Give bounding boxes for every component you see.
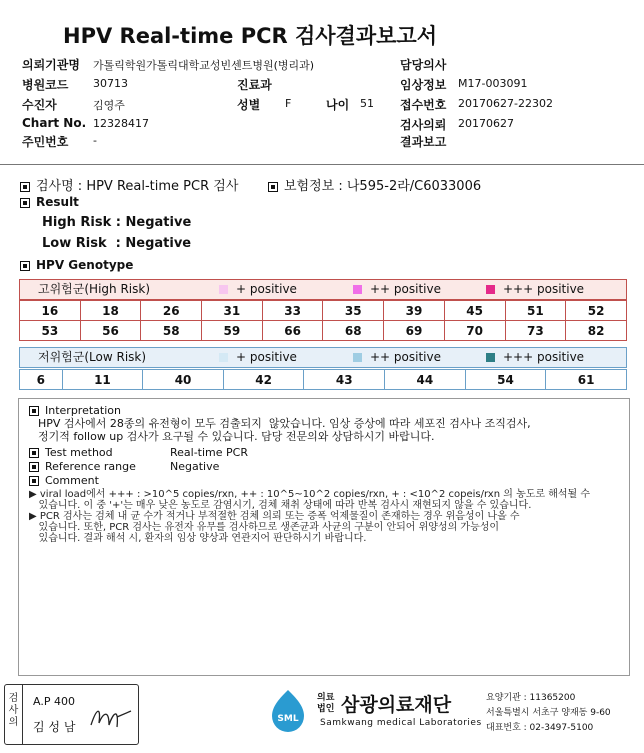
genotype-cell: 31 (202, 301, 263, 321)
high-risk-header (19, 279, 627, 300)
result-heading-row (20, 195, 79, 209)
table-row (20, 301, 627, 321)
institution-value: 가톨릭학원가톨릭대학교성빈센트병원(병리과) (93, 59, 315, 72)
bullet-icon (29, 476, 39, 486)
bullet-icon (20, 261, 30, 271)
doctor-label: 담당의사 (400, 58, 447, 72)
clinical-label: 임상정보 (400, 78, 447, 92)
legend-swatch-icon (353, 353, 362, 362)
method-row (29, 446, 113, 459)
genotype-cell: 44 (385, 370, 466, 390)
genotype-heading-row (20, 258, 133, 272)
result-heading: Result (36, 195, 79, 209)
insurance-row (268, 175, 481, 194)
sml-logo-icon (268, 688, 308, 734)
method-value: Real-time PCR (170, 446, 248, 459)
comment-row (29, 474, 99, 487)
legend-swatch-icon (353, 285, 362, 294)
genotype-cell: 43 (304, 370, 385, 390)
bullet-icon (29, 448, 39, 458)
bullet-icon (29, 406, 39, 416)
genotype-cell: 52 (566, 301, 627, 321)
genotype-cell: 66 (262, 321, 323, 341)
resident-label: 주민번호 (22, 135, 69, 149)
legend-swatch-icon (219, 285, 228, 294)
genotype-cell: 35 (323, 301, 384, 321)
low-risk-header (19, 347, 627, 368)
legend-swatch-icon (219, 353, 228, 362)
genotype-cell: 18 (80, 301, 141, 321)
receipt-label: 접수번호 (400, 98, 447, 112)
comment-label: Comment (45, 474, 99, 487)
genotype-cell: 26 (141, 301, 202, 321)
request-label: 검사의뢰 (400, 118, 447, 132)
bullet-icon (20, 182, 30, 192)
genotype-cell: 73 (505, 321, 566, 341)
institution-label: 의뢰기관명 (22, 58, 80, 72)
pathologist-name: 김 성 남 (33, 720, 76, 734)
high-risk-title: 고위험군(High Risk) (38, 282, 150, 296)
low-risk-table (19, 369, 627, 390)
range-value: Negative (170, 460, 220, 473)
comment-line-2a: ▶ PCR 검사는 검체 내 균 수가 적거나 부적절한 검체 의뢰 또는 증폭 억제물질이 존재하는 경우 위음성이 나올 수 (29, 511, 520, 522)
low-risk-title: 저위험군(Low Risk) (38, 350, 147, 364)
low-legend-1: + positive (219, 348, 297, 367)
pathologist-stamp (4, 684, 139, 745)
org-contact (486, 691, 611, 736)
interpretation-text-1: HPV 검사에서 28종의 유전형이 모두 검출되지 않았습니다. 임상 증상에 따라 세포진 검사나 조직검사, (38, 417, 531, 430)
interpretation-heading-row (29, 404, 121, 417)
range-row (29, 460, 136, 473)
org-prefix: 의료 법인 (317, 693, 335, 714)
table-row (20, 370, 627, 390)
genotype-cell: 53 (20, 321, 81, 341)
range-label: Reference range (45, 460, 136, 473)
genotype-cell: 54 (465, 370, 546, 390)
org-reg: 요양기관 : 11365200 (486, 693, 576, 703)
genotype-cell: 82 (566, 321, 627, 341)
genotype-cell: 39 (384, 301, 445, 321)
signature-icon (87, 703, 135, 733)
genotype-cell: 61 (546, 370, 627, 390)
comment-line-1a: ▶ viral load에서 +++ : >10^5 copies/rxn, ++ : 10^5~10^2 copies/rxn, + : <10^2 copeis/rxn 의 농도로 해석될 수 (29, 489, 591, 500)
age-value: 51 (360, 97, 374, 110)
header-divider (0, 164, 644, 165)
sex-value: F (285, 97, 292, 110)
receipt-value: 20170627-22302 (458, 97, 553, 110)
interpretation-text-2: 정기적 follow up 검사가 요구될 수 있습니다. 담당 전문의와 상담하시기 바랍니다. (38, 430, 435, 443)
genotype-heading: HPV Genotype (36, 258, 134, 272)
chart-value: 12328417 (93, 117, 149, 130)
genotype-cell: 16 (20, 301, 81, 321)
stamp-label: 검사의 (5, 685, 23, 744)
insurance-info: 보험정보 : 나595-2라/C6033006 (284, 179, 482, 194)
genotype-cell: 56 (80, 321, 141, 341)
method-label: Test method (45, 446, 113, 459)
genotype-cell: 6 (20, 370, 63, 390)
clinical-value: M17-003091 (458, 77, 528, 90)
resident-value: - (93, 134, 97, 147)
genotype-cell: 70 (444, 321, 505, 341)
low-risk-result: Low Risk : Negative (42, 236, 192, 251)
table-row (20, 321, 627, 341)
genotype-cell: 51 (505, 301, 566, 321)
org-address: 서울특별시 서초구 양재동 9-60 (486, 708, 611, 718)
comment-line-2b: 있습니다. 또한, PCR 검사는 유전자 유무를 검사하므로 생존균과 사균의 구분이 안되어 위양성의 가능성이 (29, 522, 500, 533)
test-name: 검사명 : HPV Real-time PCR 검사 (36, 179, 239, 194)
legend-swatch-icon (486, 285, 495, 294)
genotype-cell: 45 (444, 301, 505, 321)
high-legend-1: + positive (219, 280, 297, 299)
genotype-cell: 11 (62, 370, 143, 390)
org-name: 삼광의료재단 (341, 694, 452, 716)
report-label: 결과보고 (400, 135, 447, 149)
age-label: 나이 (326, 98, 350, 112)
request-value: 20170627 (458, 117, 514, 130)
high-risk-table (19, 300, 627, 341)
genotype-cell: 69 (384, 321, 445, 341)
low-legend-3: +++ positive (486, 348, 584, 367)
bullet-icon (20, 198, 30, 208)
low-legend-2: ++ positive (353, 348, 441, 367)
report-title: HPV Real-time PCR 검사결과보고서 (63, 24, 437, 48)
comment-line-1b: 있습니다. 이 중 '+'는 매우 낮은 농도로 감염시기, 검체 채취 상태에 따라 반복 검사시 재현되지 않을 수 있습니다. (29, 500, 532, 511)
sex-label: 성별 (237, 98, 261, 112)
hospital-code-value: 30713 (93, 77, 128, 90)
high-risk-result: High Risk : Negative (42, 215, 192, 230)
pathologist-ap: A.P 400 (33, 695, 75, 708)
comment-line-2c: 있습니다. 결과 해석 시, 환자의 임상 양상과 연관지어 판단하시기 바랍니다. (29, 533, 367, 544)
genotype-cell: 40 (143, 370, 224, 390)
department-label: 진료과 (237, 78, 272, 92)
chart-label: Chart No. (22, 116, 87, 130)
bullet-icon (29, 462, 39, 472)
patient-value: 김영주 (93, 99, 125, 112)
hospital-code-label: 병원코드 (22, 78, 69, 92)
logo-text: SML (277, 714, 299, 724)
patient-label: 수진자 (22, 98, 57, 112)
interpretation-heading: Interpretation (45, 404, 121, 417)
org-english: Samkwang medical Laboratories (320, 718, 482, 728)
org-phone: 대표번호 : 02-3497-5100 (486, 723, 594, 733)
genotype-cell: 59 (202, 321, 263, 341)
high-legend-2: ++ positive (353, 280, 441, 299)
legend-swatch-icon (486, 353, 495, 362)
genotype-cell: 42 (223, 370, 304, 390)
genotype-cell: 58 (141, 321, 202, 341)
genotype-cell: 33 (262, 301, 323, 321)
genotype-cell: 68 (323, 321, 384, 341)
bullet-icon (268, 182, 278, 192)
high-legend-3: +++ positive (486, 280, 584, 299)
test-name-row (20, 175, 238, 194)
